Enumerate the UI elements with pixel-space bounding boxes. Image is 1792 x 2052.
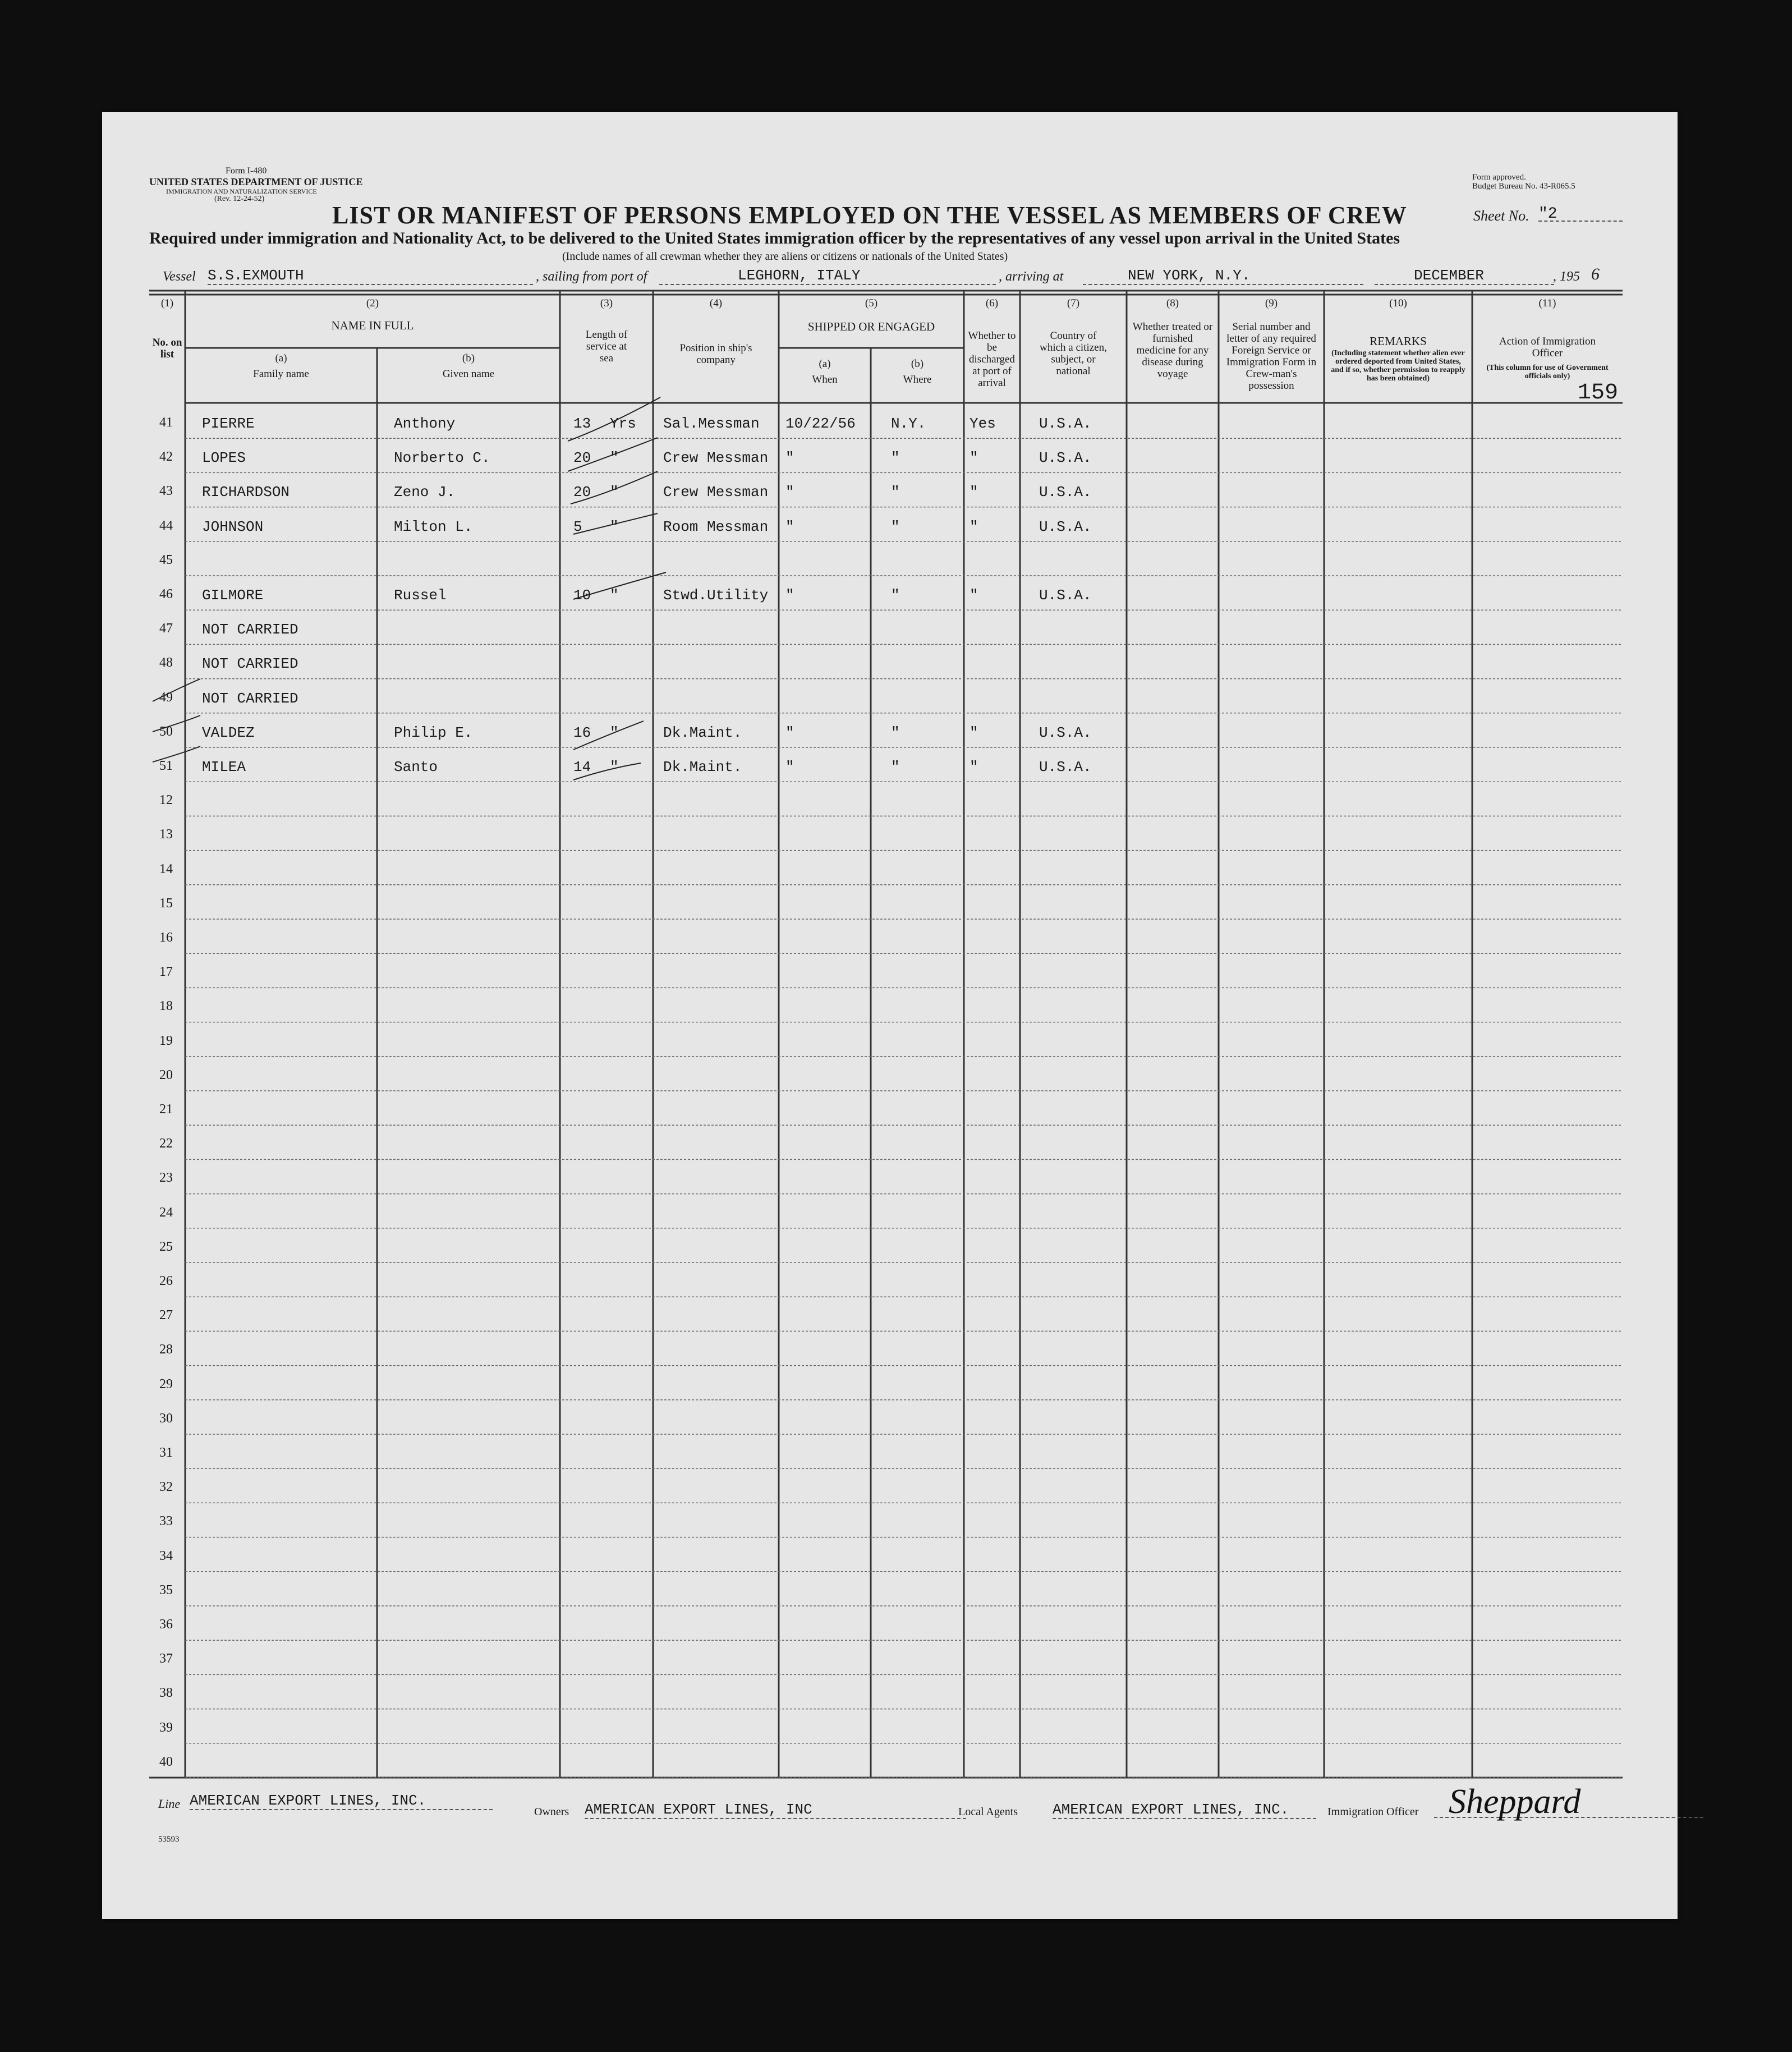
include-note: (Include names of all crewman whether they are aliens or citizens or nationals of the United States) [562,250,1008,263]
row-number: 21 [159,1102,173,1117]
col-5-number: (5) [865,297,878,309]
row-number: 45 [159,552,173,567]
arrival-port: NEW YORK, N.Y. [1083,267,1363,285]
cell-where: " [891,484,900,501]
col-4-label: Position in ship's company [679,342,752,366]
sailing-label: , sailing from port of [536,269,647,284]
cell-service: 20 [573,484,591,501]
table-row [102,1606,1678,1640]
row-number: 33 [159,1514,173,1529]
cell-service: 16 [573,724,591,741]
col-2-label: NAME IN FULL [331,319,414,332]
row-number: 22 [159,1136,173,1151]
cell-when: " [785,587,794,604]
cell-discharge: " [969,518,978,535]
cell-when: " [785,484,794,501]
col-2-number: (2) [366,297,379,309]
row-number: 49 [159,690,173,705]
table-row [102,1125,1678,1159]
row-number: 24 [159,1205,173,1220]
year-prefix: , 195 [1553,269,1580,284]
row-number: 25 [159,1239,173,1254]
cell-service: 14 [573,759,591,775]
row-number: 38 [159,1686,173,1701]
cell-family: RICHARDSON [202,484,290,501]
manifest-page [102,112,1678,1919]
cell-where: " [891,518,900,535]
cell-unit: " [610,449,619,467]
cell-when: 10/22/56 [785,415,856,432]
cell-when: " [785,724,794,741]
table-row [102,1159,1678,1193]
cell-service: 13 [573,415,591,432]
officer-signature: Sheppard [1449,1783,1581,1821]
budget-bureau: Budget Bureau No. 43-R065.5 [1472,182,1575,191]
row-number: 26 [159,1274,173,1288]
row-number: 36 [159,1617,173,1632]
owners-value: AMERICAN EXPORT LINES, INC [585,1801,966,1819]
row-number: 15 [159,896,173,911]
col-9-number: (9) [1265,297,1278,309]
col-2b-label: Given name [442,368,495,380]
table-row [102,713,1678,747]
row-number: 37 [159,1651,173,1667]
cell-position: Crew Messman [663,449,769,467]
cell-given: Zeno J. [394,484,456,501]
col-8-label: Whether treated or furnished medicine for any disease during voyage [1132,321,1213,380]
cell-discharge: " [969,759,978,775]
cell-family: JOHNSON [202,518,264,535]
table-row [102,1091,1678,1125]
row-number: 42 [159,449,173,465]
cell-family: PIERRE [202,415,255,432]
footer-line [158,1783,1662,1834]
cell-where: " [891,449,900,467]
col-2b-number: (b) [462,352,475,364]
table-row [102,472,1678,507]
row-number: 17 [159,965,173,980]
cell-position: Crew Messman [663,484,769,501]
table-row [102,1194,1678,1228]
row-number: 16 [159,930,173,945]
table-row [102,1400,1678,1434]
row-number: 39 [159,1720,173,1735]
table-row [102,1263,1678,1297]
table-row [102,1572,1678,1606]
row-number: 41 [159,415,173,430]
cell-family: NOT CARRIED [202,655,298,673]
cell-service: 10 [573,587,591,604]
cell-position: Dk.Maint. [663,759,742,775]
cell-where: " [891,724,900,741]
table-row [102,1057,1678,1091]
cell-when: " [785,449,794,467]
cell-country: U.S.A. [1039,587,1092,604]
cell-family: NOT CARRIED [202,621,298,639]
cell-unit: " [610,724,619,741]
cell-given: Milton L. [394,518,473,535]
col-3-number: (3) [600,297,613,309]
col-2a-label: Family name [253,368,309,380]
cell-position: Sal.Messman [663,415,760,432]
cell-unit: " [610,518,619,535]
row-number: 12 [159,793,173,808]
department-name: UNITED STATES DEPARTMENT OF JUSTICE [149,176,363,187]
col-11-number: (11) [1538,297,1556,309]
row-number: 19 [159,1033,173,1048]
row-number: 50 [159,724,173,739]
row-number: 31 [159,1445,173,1460]
row-number: 48 [159,655,173,671]
table-row [102,1674,1678,1709]
col-5-label: SHIPPED OR ENGAGED [807,320,935,333]
col-5a-number: (a) [819,358,831,370]
table-row [102,679,1678,713]
page-title: LIST OR MANIFEST OF PERSONS EMPLOYED ON THE VESSEL AS MEMBERS OF CREW [332,201,1407,229]
cell-given: Philip E. [394,724,473,741]
cell-discharge: " [969,484,978,501]
row-number: 29 [159,1376,173,1392]
line-label: Line [158,1797,181,1811]
cell-family: VALDEZ [202,724,255,741]
vessel-label: Vessel [163,269,196,284]
cell-country: U.S.A. [1039,484,1092,501]
table-row [102,1228,1678,1263]
col-3-label: Length of service at sea [585,329,628,364]
table-row [102,816,1678,850]
table-row [102,851,1678,885]
cell-where: " [891,587,900,604]
row-number: 13 [159,827,173,842]
col-5b-label: Where [903,374,932,385]
row-number: 18 [159,999,173,1014]
row-number: 28 [159,1342,173,1357]
cell-country: U.S.A. [1039,759,1092,775]
row-number: 14 [159,861,173,876]
form-number: Form I-480 [226,166,267,176]
col-2a-number: (a) [275,352,287,364]
cell-family: MILEA [202,759,246,775]
row-number: 44 [159,518,173,533]
table-row [102,610,1678,644]
cell-service: 5 [573,518,582,535]
cell-discharge: " [969,449,978,467]
cell-service: 20 [573,449,591,467]
cell-discharge: " [969,587,978,604]
cell-country: U.S.A. [1039,449,1092,467]
cell-where: N.Y. [891,415,926,432]
cell-where: " [891,759,900,775]
agents-label: Local Agents [958,1806,1018,1818]
stamp-number: 159 [1578,380,1619,406]
table-row [102,1468,1678,1503]
cell-given: Anthony [394,415,456,432]
table-row [102,438,1678,472]
table-row [102,885,1678,919]
cell-position: Stwd.Utility [663,587,769,604]
table-row [102,1640,1678,1674]
col-10-note: (Including statement whether alien ever ordered deported from United States, and if so, whether permission to reapply has been obtained) [1331,349,1465,383]
table-row [102,747,1678,782]
cell-country: U.S.A. [1039,724,1092,741]
year-suffix: 6 [1591,265,1600,283]
col-10-label: REMARKS [1370,334,1427,348]
row-number: 32 [159,1480,173,1495]
form-approved: Form approved. [1472,173,1526,182]
col-5b-number: (b) [911,358,924,370]
sheet-number: "2 [1538,205,1623,222]
col-1-label: No. on list [152,337,182,360]
vessel-name: S.S.EXMOUTH [208,267,533,285]
officer-label: Immigration Officer [1327,1806,1419,1818]
table-row [102,541,1678,576]
cell-position: Dk.Maint. [663,724,742,741]
col-9-label: Serial number and letter of any required Foreign Service or Immigration Form in Crew-man's possession [1226,321,1317,392]
cell-discharge: " [969,724,978,741]
table-row [102,1709,1678,1743]
cell-family: NOT CARRIED [202,690,298,707]
row-number: 23 [159,1170,173,1186]
cell-given: Russel [394,587,447,604]
cell-family: LOPES [202,449,246,467]
owners-label: Owners [534,1806,569,1818]
table-row [102,1297,1678,1331]
row-number: 27 [159,1308,173,1323]
sheet-label: Sheet No. [1473,208,1529,224]
col-5a-label: When [812,374,838,385]
cell-country: U.S.A. [1039,518,1092,535]
cell-unit: " [610,484,619,501]
table-row [102,507,1678,541]
cell-given: Norberto C. [394,449,490,467]
cell-unit: " [610,587,619,604]
table-row [102,1537,1678,1572]
arriving-label: , arriving at [999,269,1064,284]
col-1-number: (1) [160,297,174,309]
cell-discharge: Yes [969,415,996,432]
table-row [102,1022,1678,1057]
footer-code: 53593 [158,1835,180,1844]
col-8-number: (8) [1166,297,1179,309]
col-11-label: Action of Immigration Officer [1499,336,1596,359]
row-number: 40 [159,1754,173,1769]
cell-unit: Yrs [610,415,636,432]
service-name: IMMIGRATION AND NATURALIZATION SERVICE [166,187,317,195]
cell-when: " [785,759,794,775]
table-row [102,1434,1678,1468]
table-row [102,988,1678,1022]
col-7-number: (7) [1067,297,1080,309]
row-number: 35 [159,1582,173,1597]
col-11-note: (This column for use of Government officials only) [1486,364,1609,380]
table-row [102,404,1678,438]
row-number: 43 [159,484,173,499]
arrival-month: DECEMBER [1375,267,1554,285]
form-revision: (Rev. 12-24-52) [214,195,265,203]
sailing-port: LEGHORN, ITALY [659,267,996,285]
col-10-number: (10) [1389,297,1407,309]
cell-country: U.S.A. [1039,415,1092,432]
row-number: 30 [159,1411,173,1426]
table-row [102,1743,1678,1778]
row-number: 20 [159,1067,173,1082]
table-row [102,919,1678,953]
table-row [102,576,1678,610]
cell-family: GILMORE [202,587,264,604]
line-value: AMERICAN EXPORT LINES, INC. [190,1792,493,1810]
col-6-label: Whether to be discharged at port of arrival [968,330,1016,389]
col-4-number: (4) [709,297,723,309]
required-statement: Required under immigration and Nationality Act, to be delivered to the United States immigration officer by the representatives of any vessel upon arrival in the United States [149,229,1400,247]
table-row [102,782,1678,816]
row-number: 34 [159,1548,173,1563]
cell-when: " [785,518,794,535]
cell-unit: " [610,759,619,775]
table-row [102,644,1678,678]
cell-given: Santo [394,759,438,775]
row-number: 46 [159,587,173,602]
table-row [102,1366,1678,1400]
col-6-number: (6) [985,297,999,309]
table-row [102,1331,1678,1365]
agents-value: AMERICAN EXPORT LINES, INC. [1053,1801,1316,1819]
row-number: 47 [159,621,173,636]
cell-position: Room Messman [663,518,769,535]
col-7-label: Country of which a citizen, subject, or national [1040,330,1107,377]
row-number: 51 [159,759,173,773]
table-row [102,953,1678,988]
table-row [102,1503,1678,1537]
